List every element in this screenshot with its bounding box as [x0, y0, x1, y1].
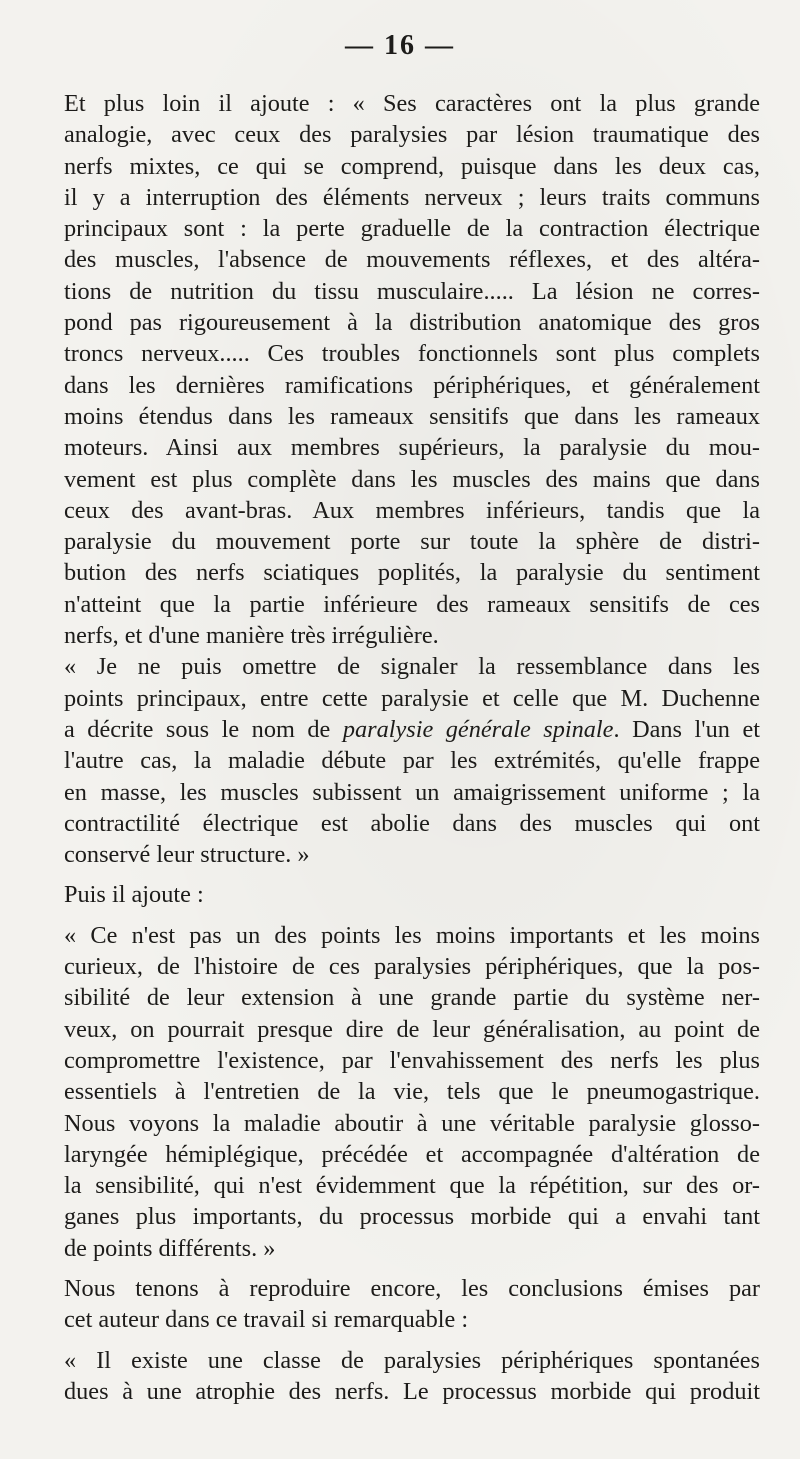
paragraph-gap [64, 911, 760, 920]
paragraph-2 [64, 651, 760, 870]
text-line: compromettre l'existence, par l'envahissement des nerfs les plus [64, 1046, 760, 1074]
paragraph-gap [64, 870, 760, 879]
text-line: « Il existe une classe de paralysies périphériques spontanées [64, 1346, 760, 1374]
text-line: vement est plus complète dans les muscles des mains que dans [64, 465, 760, 493]
text-line: Nous tenons à reproduire encore, les conclusions émises par [64, 1274, 760, 1302]
italic-term: paralysie générale spinale [342, 715, 614, 743]
text-line: points principaux, entre cette paralysie et celle que M. Duchenne [64, 684, 760, 712]
text-run: . Dans l'un et [613, 715, 760, 743]
paragraph-gap [64, 1264, 760, 1273]
text-line: n'atteint que la partie inférieure des rameaux sensitifs de ces [64, 590, 760, 618]
paragraph-gap [64, 1336, 760, 1345]
paragraph-4 [64, 920, 760, 1264]
text-line: contractilité électrique est abolie dans des muscles qui ont [64, 809, 760, 837]
text-line: troncs nerveux..... Ces troubles fonctionnels sont plus complets [64, 340, 760, 368]
text-line: l'autre cas, la maladie débute par les extrémités, qu'elle frappe [64, 747, 760, 775]
text-line: nerfs, et d'une manière très irrégulière. [64, 622, 439, 650]
text-line: ganes plus importants, du processus morbide qui a envahi tant [64, 1203, 760, 1231]
text-line: dans les dernières ramifications périphériques, et généralement [64, 371, 760, 399]
paragraph-1 [64, 88, 760, 651]
text-line: analogie, avec ceux des paralysies par lésion traumatique des [64, 121, 760, 149]
text-line: paralysie du mouvement porte sur toute la sphère de distri- [64, 528, 760, 556]
text-line: nerfs mixtes, ce qui se comprend, puisque dans les deux cas, [64, 152, 760, 180]
text-line: bution des nerfs sciatiques poplités, la paralysie du sentiment [64, 559, 760, 587]
text-line-with-italic [64, 714, 760, 745]
text-line: moteurs. Ainsi aux membres supérieurs, la paralysie du mou- [64, 434, 760, 462]
text-line: Et plus loin il ajoute : « Ses caractères ont la plus grande [64, 90, 760, 117]
text-line: « Ce n'est pas un des points les moins importants et les moins [64, 921, 760, 949]
text-line: de points différents. » [64, 1234, 276, 1262]
text-line: principaux sont : la perte graduelle de la contraction électrique [64, 215, 760, 243]
page-number: — 16 — [345, 30, 455, 61]
text-line: moins étendus dans les rameaux sensitifs que dans les rameaux [64, 402, 760, 430]
text-line: en masse, les muscles subissent un amaigrissement uniforme ; la [64, 778, 760, 806]
body-text [64, 88, 760, 1407]
text-line: sibilité de leur extension à une grande partie du système ner- [64, 984, 760, 1012]
text-line: il y a interruption des éléments nerveux ; leurs traits communs [64, 183, 760, 211]
text-line: conservé leur structure. » [64, 841, 310, 869]
text-line: pond pas rigoureusement à la distribution anatomique des gros [64, 309, 760, 337]
text-line: veux, on pourrait presque dire de leur généralisation, au point de [64, 1015, 760, 1043]
text-run: a décrite sous le nom de [64, 715, 343, 743]
text-line: des muscles, l'absence de mouvements réflexes, et des altéra- [64, 246, 760, 274]
text-line: dues à une atrophie des nerfs. Le processus morbide qui produit [64, 1377, 760, 1405]
paragraph-6 [64, 1345, 760, 1408]
text-line: « Je ne puis omettre de signaler la ressemblance dans les [64, 653, 760, 681]
text-line: Nous voyons la maladie aboutir à une véritable paralysie glosso- [64, 1109, 760, 1137]
text-line: la sensibilité, qui n'est évidemment que la répétition, sur des or- [64, 1172, 760, 1200]
text-line: curieux, de l'histoire de ces paralysies périphériques, que la pos- [64, 953, 760, 981]
text-line: ceux des avant-bras. Aux membres inférieurs, tandis que la [64, 496, 760, 524]
text-line: essentiels à l'entretien de la vie, tels que le pneumogastrique. [64, 1078, 760, 1106]
text-line: cet auteur dans ce travail si remarquable : [64, 1306, 469, 1334]
text-line: laryngée hémiplégique, précédée et accompagnée d'altération de [64, 1140, 760, 1168]
text-line: Puis il ajoute : [64, 881, 204, 909]
paragraph-3 [64, 879, 760, 910]
text-line: tions de nutrition du tissu musculaire..... La lésion ne corres- [64, 277, 760, 305]
paragraph-5 [64, 1273, 760, 1336]
